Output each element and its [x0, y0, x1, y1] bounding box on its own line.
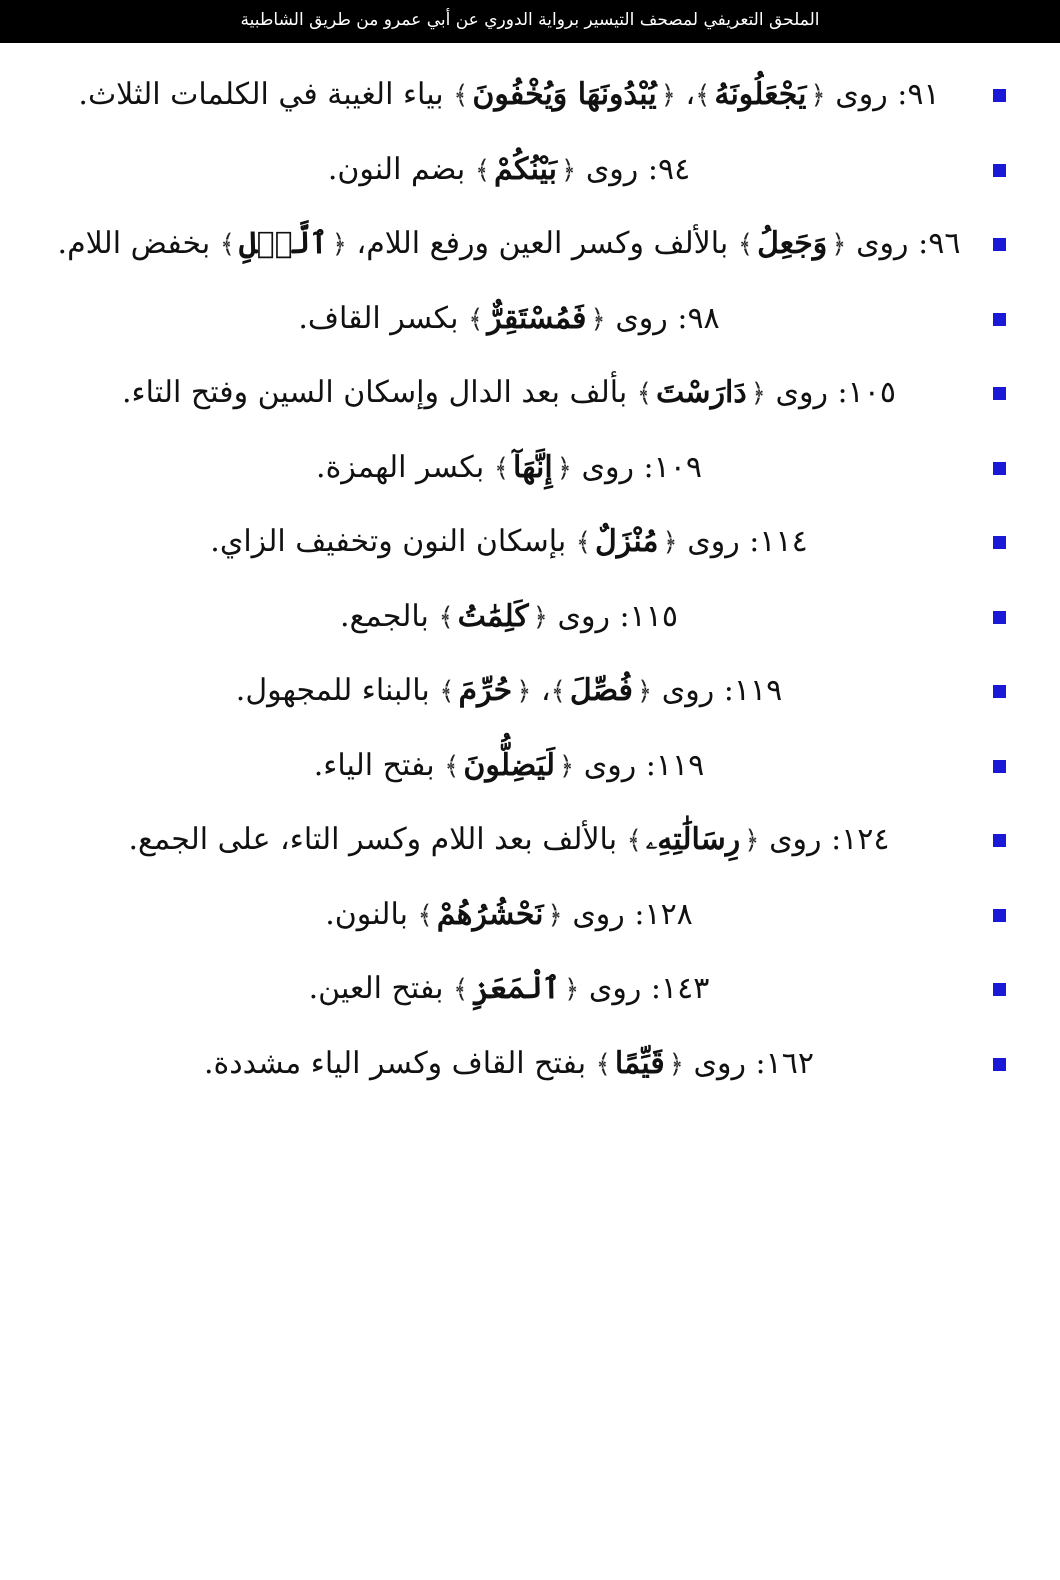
quote-text: وَجَعِلُ	[757, 226, 828, 262]
quote-close-brace-icon: ﴾	[493, 452, 510, 483]
narration-verb: روى	[585, 151, 639, 187]
separator-colon: :	[641, 971, 662, 1007]
quote-text: رِسَالَٰتِهِۦ	[645, 822, 741, 858]
explanation-text: بالجمع.	[340, 598, 439, 634]
quote-text: كَلِمَٰتُ	[457, 598, 529, 634]
ayah-number: ١٦٢	[765, 1045, 814, 1081]
explanation-text: بكسر الهمزة.	[316, 449, 494, 485]
quran-quote	[439, 673, 531, 708]
quote-open-brace-icon: ﴿	[564, 974, 580, 1005]
explanation-text: بفتح العين.	[308, 971, 453, 1007]
quote-open-brace-icon: ﴿	[831, 229, 847, 260]
quote-close-brace-icon: ﴾	[453, 974, 469, 1005]
quote-open-brace-icon: ﴿	[750, 378, 766, 409]
quote-close-brace-icon: ﴾	[219, 229, 235, 260]
narration-verb: روى	[687, 524, 740, 560]
quote-text: يَجْعَلُونَهُ	[714, 77, 807, 113]
quote-text: فُصِّلَ	[569, 673, 633, 709]
quote-close-brace-icon: ﴾	[636, 378, 652, 409]
narration-verb: روى	[775, 375, 828, 411]
quran-quote	[551, 673, 653, 708]
ayah-number: ١٤٣	[661, 971, 710, 1007]
quote-open-brace-icon: ﴿	[662, 527, 678, 558]
quran-quote	[475, 152, 576, 187]
ayah-number: ١٢٤	[841, 822, 890, 858]
square-bullet-icon	[993, 238, 1006, 251]
quote-open-brace-icon: ﴿	[516, 676, 532, 707]
quote-text: مُنْزَلٌ	[594, 524, 659, 560]
explanation-text: بكسر القاف.	[298, 300, 469, 336]
quote-text: قَيِّمًا	[614, 1045, 665, 1081]
square-bullet-icon	[993, 462, 1006, 475]
square-bullet-icon	[993, 536, 1006, 549]
quran-quote	[695, 77, 826, 112]
quran-quote	[453, 77, 676, 112]
quote-close-brace-icon: ﴾	[595, 1048, 611, 1079]
quote-close-brace-icon: ﴾	[737, 229, 754, 260]
ayah-number: ١٠٩	[653, 449, 702, 485]
explanation-text: بالألف بعد اللام وكسر التاء، على الجمع.	[128, 822, 627, 858]
quote-open-brace-icon: ﴿	[660, 80, 676, 111]
square-bullet-icon	[993, 89, 1006, 102]
quran-quote	[596, 1046, 684, 1081]
explanation-text: بإسكان النون وتخفيف الزاي.	[210, 524, 576, 560]
quran-quote	[738, 226, 847, 261]
explanation-text: ،	[675, 77, 696, 113]
quote-open-brace-icon: ﴿	[668, 1048, 684, 1079]
quote-text: إِنَّهَآ	[513, 449, 553, 485]
square-bullet-icon	[993, 387, 1006, 400]
square-bullet-icon	[993, 909, 1006, 922]
list-item	[46, 69, 1014, 122]
quote-close-brace-icon: ﴾	[453, 80, 469, 111]
quote-open-brace-icon: ﴿	[558, 750, 575, 781]
quote-open-brace-icon: ﴿	[810, 80, 826, 111]
verse-notes-list	[46, 69, 1014, 1090]
list-item	[46, 740, 1014, 793]
list-item	[46, 144, 1014, 197]
quote-open-brace-icon: ﴿	[556, 452, 572, 483]
list-item	[46, 665, 1014, 718]
explanation-text: ،	[531, 673, 551, 709]
narration-verb: روى	[835, 77, 888, 113]
quote-close-brace-icon: ﴾	[626, 825, 642, 856]
list-item	[46, 591, 1014, 644]
quote-text: بَيْنُكُمْ	[494, 151, 558, 187]
separator-colon: :	[828, 375, 848, 411]
list-item	[46, 814, 1014, 867]
ayah-number: ١١٩	[655, 747, 705, 783]
narration-verb: روى	[583, 747, 637, 783]
square-bullet-icon	[993, 313, 1006, 326]
narration-verb: روى	[769, 822, 822, 858]
square-bullet-icon	[993, 164, 1006, 177]
separator-colon: :	[667, 300, 688, 336]
quote-close-brace-icon: ﴾	[550, 676, 566, 707]
quote-text: نَحْشُرُهُمْ	[436, 896, 544, 932]
separator-colon: :	[624, 896, 645, 932]
ayah-number: ١١٥	[629, 598, 678, 634]
separator-colon: :	[887, 77, 908, 113]
list-item	[46, 889, 1014, 942]
quote-text: ٱلْمَعَزِ	[472, 971, 561, 1007]
quote-open-brace-icon: ﴿	[636, 676, 653, 707]
quran-quote	[453, 971, 579, 1006]
separator-colon: :	[638, 151, 658, 187]
quote-close-brace-icon: ﴾	[444, 750, 460, 781]
document-body	[0, 43, 1060, 1122]
quote-close-brace-icon: ﴾	[474, 154, 491, 185]
separator-colon: :	[739, 524, 760, 560]
ayah-number: ١١٤	[759, 524, 808, 560]
quran-quote	[468, 301, 606, 336]
explanation-text: بالبناء للمجهول.	[235, 673, 440, 709]
list-item	[46, 218, 1014, 271]
quran-quote	[627, 822, 760, 857]
narration-verb: روى	[693, 1045, 746, 1081]
quote-text: فَمُسْتَقِرٌّ	[487, 300, 587, 336]
quote-open-brace-icon: ﴿	[331, 229, 347, 260]
square-bullet-icon	[993, 760, 1006, 773]
quran-quote	[417, 897, 562, 932]
quote-open-brace-icon: ﴿	[547, 899, 563, 930]
explanation-text: بالألف وكسر العين ورفع اللام،	[346, 226, 738, 262]
square-bullet-icon	[993, 983, 1006, 996]
quran-quote	[220, 226, 347, 261]
list-item	[46, 1038, 1014, 1091]
explanation-text: بخفض اللام.	[57, 226, 220, 262]
narration-verb: روى	[661, 673, 715, 709]
list-item	[46, 963, 1014, 1016]
separator-colon: :	[633, 449, 654, 485]
ayah-number: ١٠٥	[847, 375, 896, 411]
quote-text: ٱلَّيۡلِ	[238, 226, 328, 262]
narration-verb: روى	[581, 449, 634, 485]
quote-close-brace-icon: ﴾	[417, 899, 433, 930]
separator-colon: :	[714, 673, 734, 709]
quote-close-brace-icon: ﴾	[439, 676, 455, 707]
quran-quote	[576, 524, 678, 559]
separator-colon: :	[745, 1045, 766, 1081]
square-bullet-icon	[993, 1058, 1006, 1071]
quote-open-brace-icon: ﴿	[561, 154, 577, 185]
separator-colon: :	[609, 598, 630, 634]
narration-verb: روى	[615, 300, 668, 336]
quote-close-brace-icon: ﴾	[695, 80, 711, 111]
quote-open-brace-icon: ﴿	[744, 825, 760, 856]
list-item	[46, 516, 1014, 569]
square-bullet-icon	[993, 611, 1006, 624]
list-item	[46, 293, 1014, 346]
narration-verb: روى	[856, 226, 909, 262]
separator-colon: :	[636, 747, 656, 783]
page-header-title: الملحق التعريفي لمصحف التيسير برواية الدوري عن أبي عمرو من طريق الشاطبية	[0, 0, 1060, 43]
quote-text: يُبْدُونَهَا وَيُخْفُونَ	[472, 77, 657, 113]
ayah-number: ١٢٨	[644, 896, 693, 932]
quote-text: لَيَضِلُّونَ	[463, 747, 555, 783]
ayah-number: ١١٩	[733, 673, 783, 709]
quran-quote	[438, 599, 547, 634]
separator-colon: :	[821, 822, 842, 858]
list-item	[46, 367, 1014, 420]
ayah-number: ٩١	[907, 77, 940, 113]
explanation-text: بضم النون.	[327, 151, 475, 187]
quote-close-brace-icon: ﴾	[468, 303, 484, 334]
quote-open-brace-icon: ﴿	[590, 303, 606, 334]
explanation-text: بفتح القاف وكسر الياء مشددة.	[204, 1045, 596, 1081]
square-bullet-icon	[993, 834, 1006, 847]
quote-text: دَارَسْتَ	[655, 375, 747, 411]
quran-quote	[637, 375, 766, 410]
list-item	[46, 442, 1014, 495]
square-bullet-icon	[993, 685, 1006, 698]
explanation-text: بفتح الياء.	[313, 747, 445, 783]
explanation-text: بألف بعد الدال وإسكان السين وفتح التاء.	[121, 375, 637, 411]
quote-close-brace-icon: ﴾	[438, 601, 454, 632]
explanation-text: بالنون.	[325, 896, 418, 932]
quote-close-brace-icon: ﴾	[575, 527, 591, 558]
ayah-number: ٩٤	[657, 151, 691, 187]
quote-open-brace-icon: ﴿	[532, 601, 548, 632]
narration-verb: روى	[557, 598, 610, 634]
ayah-number: ٩٦	[928, 226, 961, 262]
explanation-text: بياء الغيبة في الكلمات الثلاث.	[78, 77, 454, 113]
narration-verb: روى	[588, 971, 642, 1007]
narration-verb: روى	[572, 896, 625, 932]
quran-quote	[444, 748, 574, 783]
quran-quote	[494, 450, 572, 485]
separator-colon: :	[908, 226, 929, 262]
quote-text: حُرِّمَ	[458, 673, 513, 709]
ayah-number: ٩٨	[687, 300, 720, 336]
